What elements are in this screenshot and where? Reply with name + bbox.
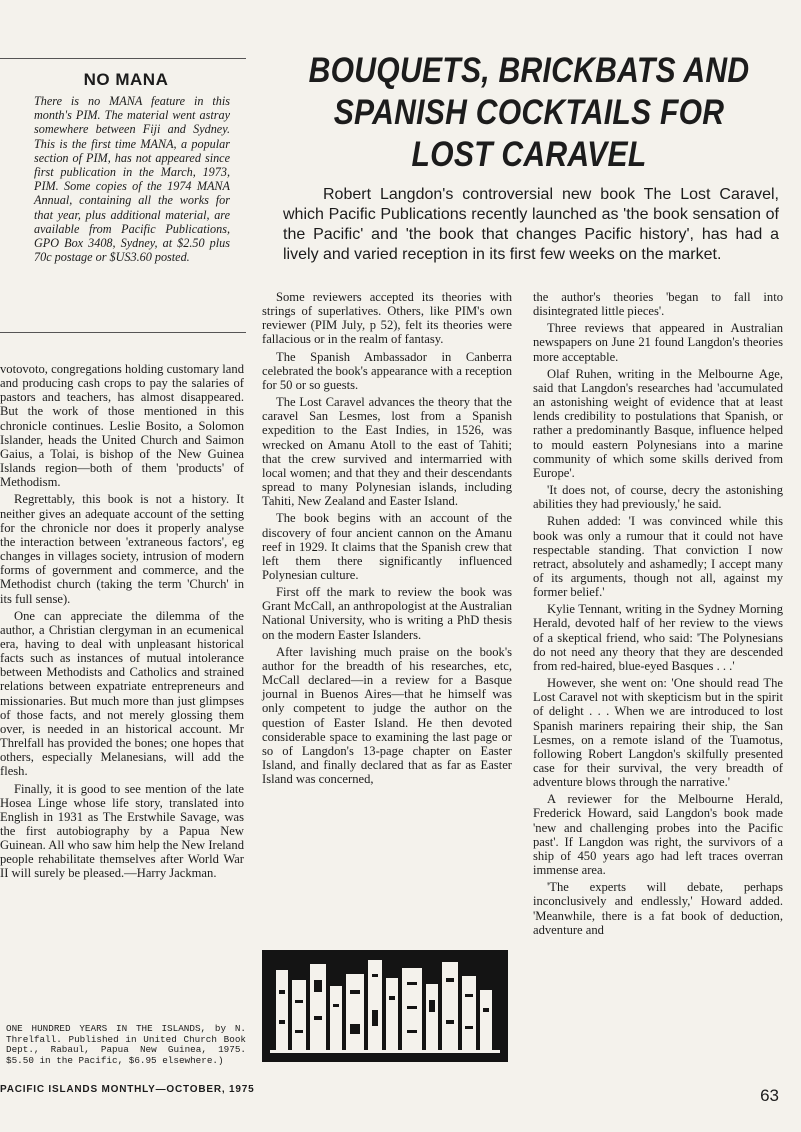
left-paragraph: One can appreciate the dilemma of the author, a Christian clergyman in an ecumenical era, having to deal with unpleasant historical facts such as instances of mutual intolerance between Methodists and Catholics and strained relations between expatriate entrepreneurs and missionaries. But much more than just glimpses of those facts, and not merely glossing them over, is needed in an historical account. Mr Threlfall has provided the bones; one hopes that others, especially Melanesians, will add the flesh. <box>0 608 244 779</box>
left-paragraph: Finally, it is good to see mention of the late Hosea Linge whose life story, translated into English in 1931 as The Erstwhile Savage, was the first autobiography by a Papua New Guinean. All who saw him help the New Ireland people rehabilitate themselves after World War II will surely be pleased.—Harry Jackman. <box>0 781 244 881</box>
right-paragraph: 'It does not, of course, decry the astonishing abilities they had previously,' he said. <box>533 483 783 512</box>
middle-paragraph: The book begins with an account of the discovery of four ancient cannon on the Amanu reef in 1929. It claims that the Spanish crew that left them there significantly influenced Polynesian culture. <box>262 511 512 582</box>
sidebar-top-rule <box>0 58 246 59</box>
bookshelf-icon <box>262 950 508 1062</box>
middle-paragraph: The Spanish Ambassador in Canberra celebrated the book's appearance with a reception for 50 or so guests. <box>262 349 512 392</box>
middle-column <box>262 290 512 786</box>
headline-line: LOST CARAVEL <box>411 135 647 174</box>
left-column <box>0 362 244 881</box>
middle-paragraph: The Lost Caravel advances the theory that the caravel San Lesmes, lost from a Spanish expedition to the East Indies, in 1526, was wrecked on Amanu Atoll to the east of Tahiti; that the crew survived and intermarried with local women; and that they and their descendants spread to many Polynesian islands, including Tahiti, New Zealand and Easter Island. <box>262 395 512 509</box>
left-paragraph: votovoto, congregations holding customary land and producing cash crops to pay the salaries of pastors and teachers, has almost disappeared. But the work of those mentioned in this chronicle continues. Leslie Bosito, a Solomon Islander, heads the United Church and Saimon Gaius, a Tolai, is bishop of the New Guinea Islands region—both of them 'products' of Methodism. <box>0 362 244 490</box>
publication-footer: PACIFIC ISLANDS MONTHLY—OCTOBER, 1975 <box>0 1084 255 1095</box>
middle-paragraph: Some reviewers accepted its theories with strings of superlatives. Others, like PIM's own reviewer (PIM July, p 52), felt its theories were fallacious or in the realm of fantasy. <box>262 290 512 347</box>
right-paragraph: However, she went on: 'One should read The Lost Caravel not with skepticism but in the spirit of delight . . . When we are introduced to lost Spanish mariners repairing their ship, the San Lesmes, on a remote island of the Tuamotus, following Robert Langdon's skilfully presented case for their survival, the very breadth of adventure blows through the narrative.' <box>533 676 783 790</box>
article-standfirst: Robert Langdon's controversial new book The Lost Caravel, which Pacific Publications recently launched as 'the book sensation of the Pacific' and 'the book that changes Pacific history', has had a lively and varied reception in its first few weeks on the market. <box>283 186 779 263</box>
article-headline <box>306 50 751 176</box>
book-spines-illustration <box>262 950 508 1062</box>
middle-paragraph: After lavishing much praise on the book's author for the breadth of his researches, etc, McCall declared—in a review for a Basque journal in Buenos Aires—that he himself was only competent to judge the author on the question of Easter Island. He then devoted considerable space to examining the last page or so of Langdon's 13-page chapter on Easter Island, and finally declared that as far as Easter Island was concerned, <box>262 644 512 787</box>
book-reference: ONE HUNDRED YEARS IN THE ISLANDS, by N. Threlfall. Published in United Church Book Dept., Rabaul, Papua New Guinea, 1975. $5.50 in the Pacific, $6.95 elsewhere.) <box>6 1023 246 1066</box>
right-paragraph: Olaf Ruhen, writing in the Melbourne Age, said that Langdon's researches had 'accumulated an astonishing weight of evidence that at least lends credibility to postulations that Spanish, or rather a predominantly Basque, influence helped to mould eastern Polynesians into a marine community of which some skills derived from Europe'. <box>533 366 783 480</box>
sidebar-bottom-rule <box>0 332 246 333</box>
sidebar-title: NO MANA <box>83 70 169 89</box>
left-paragraph: Regrettably, this book is not a history. It neither gives an adequate account of the setting for the chronicle nor does it properly analyse the interaction between 'extraneous factors', eg changes in villages society, intrusion of modern forms of government and commerce, and the Methodist church (taking the term 'Church' in its full sense). <box>0 492 244 606</box>
right-paragraph: Kylie Tennant, writing in the Sydney Morning Herald, devoted half of her review to the views of a skeptical friend, who said: 'The Polynesians do not need any theory that they are descended from red-haired, blue-eyed Basques . . .' <box>533 602 783 673</box>
right-paragraph: 'The experts will debate, perhaps inconclusively and endlessly,' Howard added. 'Meanwhile, there is a fat book of deduction, adventure and <box>533 880 783 937</box>
right-paragraph: the author's theories 'began to fall into disintegrated little pieces'. <box>533 290 783 319</box>
middle-paragraph: First off the mark to review the book was Grant McCall, an anthropologist at the Australian National University, who is writing a PhD thesis on the modern Easter Islanders. <box>262 585 512 642</box>
right-paragraph: A reviewer for the Melbourne Herald, Frederick Howard, said Langdon's book made 'new and challenging probes into the Pacific past'. If Langdon was right, the survivors of a ship of 450 years ago had left traces overran immense area. <box>533 792 783 878</box>
headline-line: SPANISH COCKTAILS FOR <box>333 93 725 132</box>
right-column <box>533 290 783 937</box>
page-number: 63 <box>760 1086 779 1105</box>
right-paragraph: Ruhen added: 'I was convinced while this book was only a rumour that it could not have respectable standing. That conviction I now retract, absolutely and ashamedly; I accept many of its arguments, though not all, against my former belief.' <box>533 514 783 600</box>
headline-line: BOUQUETS, BRICKBATS AND <box>308 51 750 90</box>
sidebar-body: There is no MANA feature in this month's PIM. The material went astray somewhere between Fiji and Sydney. This is the first time MANA, a popular section of PIM, has not appeared since first publication in the March, 1973, PIM. Some copies of the 1974 MANA Annual, containing all the works for that year, plus additional material, are available from Pacific Publications, GPO Box 3408, Sydney, at $2.50 plus 70c postage or $US3.60 posted. <box>34 94 230 265</box>
right-paragraph: Three reviews that appeared in Australian newspapers on June 21 found Langdon's theories more acceptable. <box>533 321 783 364</box>
